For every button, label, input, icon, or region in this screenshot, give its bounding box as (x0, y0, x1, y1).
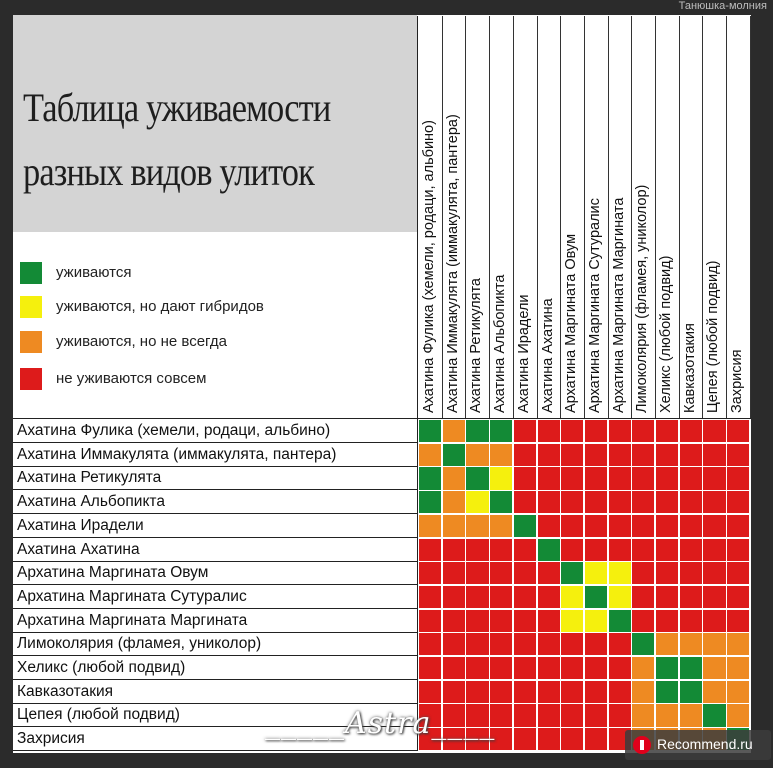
grid-cell (490, 633, 512, 655)
table-top-border (13, 418, 751, 419)
grid-cell (727, 681, 749, 703)
row-header: Захрисия (13, 727, 417, 751)
grid-cell (466, 515, 488, 537)
grid-cell (490, 681, 512, 703)
grid-cell (727, 633, 749, 655)
grid-cell (514, 444, 536, 466)
grid-cell (680, 610, 702, 632)
grid-cell (727, 539, 749, 561)
grid-cell (680, 633, 702, 655)
grid-cell (585, 610, 607, 632)
grid-cell (703, 491, 725, 513)
grid-cell (585, 704, 607, 726)
column-header-label: Хеликс (любой подвид) (658, 255, 674, 413)
grid-cell (703, 610, 725, 632)
row-header: Ахатина Альбопикта (13, 490, 417, 514)
grid-cell (727, 444, 749, 466)
grid-cell (585, 515, 607, 537)
grid-cell (443, 610, 465, 632)
grid-cell (514, 586, 536, 608)
grid-cell (680, 491, 702, 513)
row-header: Кавказотакия (13, 680, 417, 704)
grid-cell (727, 491, 749, 513)
grid-cell (561, 681, 583, 703)
grid-cell (538, 467, 560, 489)
column-header-label: Архатина Маргината Сутуралис (586, 198, 603, 413)
grid-cell (656, 657, 678, 679)
grid-cell (538, 633, 560, 655)
grid-cell (538, 610, 560, 632)
column-header-label: Ахатина Альбопикта (492, 274, 509, 413)
grid-cell (419, 586, 441, 608)
grid-cell (609, 681, 631, 703)
grid-cell (561, 444, 583, 466)
grid-cell (419, 491, 441, 513)
grid-cell (680, 420, 702, 442)
grid-cell (466, 562, 488, 584)
grid-cell (561, 633, 583, 655)
grid-cell (443, 586, 465, 608)
grid-cell (419, 562, 441, 584)
grid-cell (538, 539, 560, 561)
column-header-label: Захрисия (729, 349, 746, 413)
grid-cell (538, 704, 560, 726)
grid-cell (443, 562, 465, 584)
recommend-logo-icon (633, 736, 651, 754)
grid-cell (561, 728, 583, 750)
legend-label: уживаются, но не всегда (56, 333, 227, 350)
grid-cell (656, 515, 678, 537)
grid-cell (538, 562, 560, 584)
grid-cell (538, 444, 560, 466)
grid-cell (585, 562, 607, 584)
grid-cell (490, 491, 512, 513)
grid-cell (466, 681, 488, 703)
grid-cell (514, 467, 536, 489)
grid-cell (490, 444, 512, 466)
grid-cell (632, 657, 654, 679)
column-header-label: Цепея (любой подвид) (705, 260, 722, 413)
grid-cell (466, 610, 488, 632)
row-header: Архатина Маргината Овум (13, 561, 417, 585)
grid-cell (609, 586, 631, 608)
grid-cell (419, 633, 441, 655)
legend-swatch (20, 262, 42, 284)
grid-cell (514, 728, 536, 750)
grid-cell (443, 420, 465, 442)
grid-cell (538, 586, 560, 608)
grid-cell (419, 420, 441, 442)
grid-cell (490, 562, 512, 584)
grid-cell (680, 704, 702, 726)
grid-cell (703, 515, 725, 537)
grid-cell (656, 633, 678, 655)
grid-cell (656, 681, 678, 703)
row-header: Архатина Маргината Сутуралис (13, 585, 417, 609)
grid-cell (703, 586, 725, 608)
grid-cell (727, 657, 749, 679)
grid-cell (490, 420, 512, 442)
grid-cell (727, 420, 749, 442)
grid-cell (419, 444, 441, 466)
row-header: Архатина Маргината Маргината (13, 609, 417, 633)
grid-cell (609, 657, 631, 679)
row-header: Ахатина Иммакулята (иммакулята, пантера) (13, 443, 417, 467)
grid-cell (561, 657, 583, 679)
grid-cell (561, 467, 583, 489)
site-badge-label: Recommend.ru (657, 736, 753, 752)
signature-watermark: _____Astra____ (265, 706, 496, 741)
grid-cell (490, 610, 512, 632)
grid-cell (609, 633, 631, 655)
legend-swatch (20, 368, 42, 390)
grid-cell (490, 467, 512, 489)
grid-cell (514, 610, 536, 632)
grid-cell (585, 657, 607, 679)
grid-divider (417, 16, 418, 751)
grid-cell (632, 539, 654, 561)
grid-cell (727, 467, 749, 489)
grid-cell (466, 491, 488, 513)
column-header-label: Ахатина Ахатина (539, 298, 556, 413)
grid-cell (609, 704, 631, 726)
row-header: Ахатина Ирадели (13, 514, 417, 538)
grid-cell (561, 610, 583, 632)
grid-cell (585, 539, 607, 561)
grid-cell (703, 633, 725, 655)
grid-cell (656, 444, 678, 466)
grid-cell (514, 657, 536, 679)
site-badge[interactable] (625, 730, 771, 760)
grid-cell (561, 562, 583, 584)
grid-cell (538, 420, 560, 442)
grid-cell (727, 610, 749, 632)
column-header-label: Ахатина Ретикулята (468, 278, 485, 413)
grid-cell (561, 586, 583, 608)
grid-cell (632, 633, 654, 655)
legend-label: не уживаются совсем (56, 370, 207, 387)
grid-cell (419, 657, 441, 679)
grid-cell (727, 562, 749, 584)
grid-cell (656, 704, 678, 726)
grid-cell (443, 467, 465, 489)
grid-cell (632, 467, 654, 489)
grid-cell (443, 657, 465, 679)
grid-cell (656, 586, 678, 608)
grid-cell (538, 681, 560, 703)
grid-cell (466, 444, 488, 466)
grid-cell (490, 586, 512, 608)
grid-cell (466, 657, 488, 679)
column-header-label: Ахатина Иммакулята (иммакулята, пантера) (444, 114, 461, 413)
grid-cell (585, 728, 607, 750)
grid-cell (443, 444, 465, 466)
grid-cell (680, 562, 702, 584)
grid-cell (680, 515, 702, 537)
page-title: Таблица уживаемости разных видов улиток (23, 85, 331, 194)
grid-cell (656, 562, 678, 584)
grid-cell (561, 704, 583, 726)
grid-cell (514, 562, 536, 584)
grid-cell (561, 420, 583, 442)
grid-cell (680, 467, 702, 489)
grid-cell (727, 515, 749, 537)
column-header-label: Лимоколярия (фламея, униколор) (634, 184, 651, 413)
grid-cell (609, 562, 631, 584)
grid-cell (490, 539, 512, 561)
row-header: Ахатина Фулика (хемели, родаци, альбино) (13, 419, 417, 443)
grid-cell (632, 704, 654, 726)
grid-cell (514, 539, 536, 561)
grid-cell (443, 633, 465, 655)
grid-cell (514, 491, 536, 513)
grid-cell (656, 420, 678, 442)
legend-swatch (20, 331, 42, 353)
grid-cell (538, 657, 560, 679)
grid-cell (514, 633, 536, 655)
grid-cell (703, 681, 725, 703)
grid-cell (419, 681, 441, 703)
author-watermark: Танюшка-молния (678, 0, 767, 12)
grid-cell (680, 681, 702, 703)
row-header: Хеликс (любой подвид) (13, 656, 417, 680)
grid-cell (609, 610, 631, 632)
column-header-label: Архатина Маргината Маргината (610, 197, 627, 413)
grid-cell (585, 586, 607, 608)
grid-cell (609, 515, 631, 537)
grid-cell (703, 704, 725, 726)
grid-cell (703, 539, 725, 561)
grid-cell (490, 515, 512, 537)
grid-cell (466, 586, 488, 608)
grid-cell (419, 610, 441, 632)
grid-cell (632, 586, 654, 608)
grid-cell (727, 586, 749, 608)
grid-cell (703, 562, 725, 584)
row-header: Ахатина Ретикулята (13, 466, 417, 490)
column-header-label: Кавказотакия (681, 323, 698, 413)
grid-cell (419, 539, 441, 561)
row-header: Лимоколярия (фламея, униколор) (13, 632, 417, 656)
grid-cell (727, 704, 749, 726)
column-header-label: Ахатина Ирадели (515, 294, 532, 413)
grid-cell (680, 539, 702, 561)
grid-cell (680, 586, 702, 608)
grid-cell (703, 420, 725, 442)
grid-cell (609, 539, 631, 561)
grid-cell (585, 444, 607, 466)
grid-cell (514, 681, 536, 703)
column-header-label: Архатина Маргината Овум (563, 233, 580, 413)
column-header-label: Ахатина Фулика (хемели, родаци, альбино) (421, 120, 437, 413)
grid-cell (632, 681, 654, 703)
grid-cell (585, 491, 607, 513)
grid-cell (632, 444, 654, 466)
legend-label: уживаются, но дают гибридов (56, 298, 264, 315)
grid-cell (585, 633, 607, 655)
grid-cell (632, 610, 654, 632)
grid-cell (656, 467, 678, 489)
grid-cell (632, 562, 654, 584)
grid-cell (443, 491, 465, 513)
grid-cell (466, 420, 488, 442)
grid-cell (419, 467, 441, 489)
grid-cell (514, 515, 536, 537)
grid-cell (514, 420, 536, 442)
grid-cell (561, 539, 583, 561)
grid-cell (538, 491, 560, 513)
legend-swatch (20, 296, 42, 318)
grid-cell (585, 681, 607, 703)
row-header: Цепея (любой подвид) (13, 703, 417, 727)
grid-cell (609, 467, 631, 489)
grid-cell (561, 515, 583, 537)
grid-cell (514, 704, 536, 726)
grid-cell (703, 657, 725, 679)
grid-cell (538, 728, 560, 750)
grid-cell (632, 420, 654, 442)
grid-cell (443, 539, 465, 561)
grid-cell (466, 539, 488, 561)
grid-cell (703, 467, 725, 489)
grid-cell (656, 610, 678, 632)
grid-cell (656, 539, 678, 561)
column-divider (750, 16, 751, 419)
grid-cell (443, 515, 465, 537)
grid-cell (561, 491, 583, 513)
grid-cell (680, 657, 702, 679)
grid-cell (466, 633, 488, 655)
grid-cell (609, 420, 631, 442)
grid-cell (466, 467, 488, 489)
row-header: Ахатина Ахатина (13, 538, 417, 562)
grid-cell (490, 657, 512, 679)
grid-cell (703, 444, 725, 466)
grid-cell (609, 491, 631, 513)
grid-cell (680, 444, 702, 466)
grid-cell (585, 467, 607, 489)
grid-cell (632, 515, 654, 537)
grid-cell (419, 515, 441, 537)
grid-cell (656, 491, 678, 513)
grid-cell (585, 420, 607, 442)
grid-cell (538, 515, 560, 537)
grid-cell (443, 681, 465, 703)
grid-cell (609, 444, 631, 466)
legend-label: уживаются (56, 264, 132, 281)
grid-cell (632, 491, 654, 513)
